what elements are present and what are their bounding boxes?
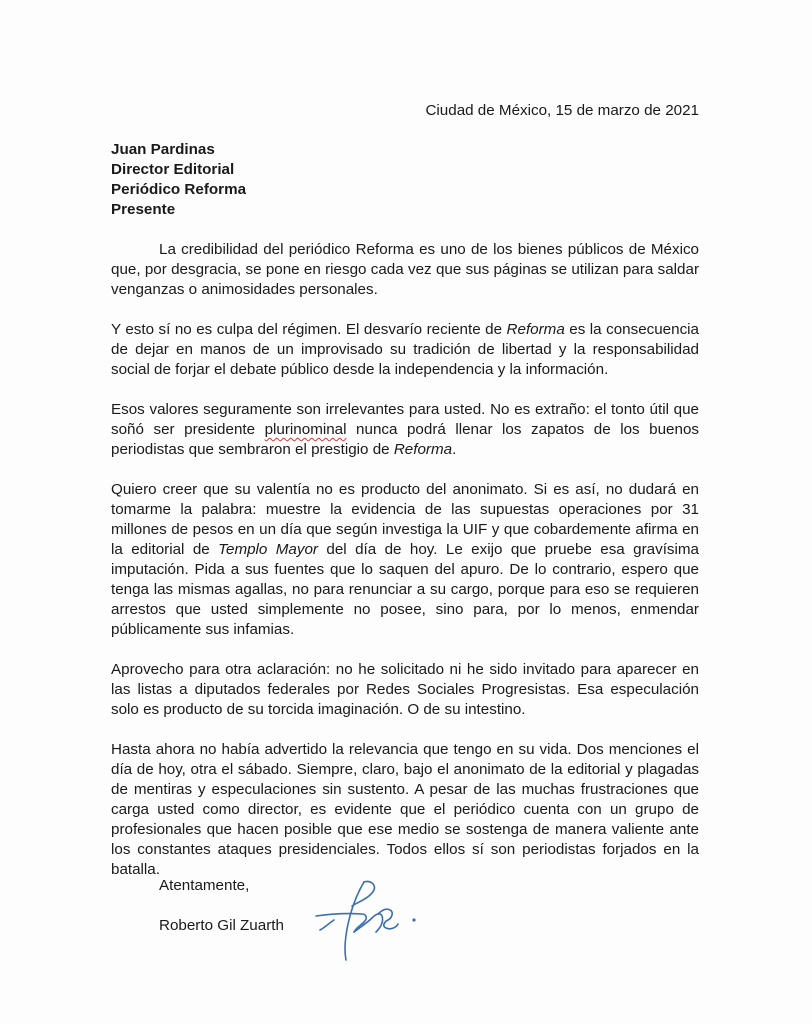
paragraph-2-italic-reforma: Reforma <box>506 321 565 338</box>
closing-text: Atentamente, <box>159 877 250 894</box>
paragraph-3-text-a: Esos valores seguramente son irrelevantes para usted. No es extraño: el tonto útil que soñó ser presidente <box>111 401 699 438</box>
paragraph-4-text-a: Quiero creer que su valentía no es producto del anonimato. Si es así, no dudará en tomarme la palabra: muestre la evidencia de las supuestas operaciones por 31 millones de pesos en un día que según investiga la UIF y que cobardemente afirma en la editorial de <box>111 481 699 558</box>
letter-body <box>111 240 699 900</box>
paragraph-2-text-a: Y esto sí no es culpa del régimen. El desvarío reciente de <box>111 321 507 338</box>
paragraph-4-text-c: del día de hoy. Le exijo que pruebe esa gravísima imputación. Pida a sus fuentes que lo saquen del apuro. De lo contrario, espero que tenga las mismas agallas, no para renunciar a su cargo, porque para eso se requieren arrestos que usted simplemente no posee, sino para, por lo menos, enmendar públicamente sus infamias. <box>111 541 699 638</box>
paragraph-3-text-c: nunca podrá llenar los zapatos de los buenos periodistas que sembraron el prestigio de <box>111 421 699 458</box>
recipient-block <box>111 140 246 220</box>
paragraph-4 <box>111 480 699 640</box>
paragraph-6: Hasta ahora no había advertido la relevancia que tengo en su vida. Dos menciones el día de hoy, otra el sábado. Siempre, claro, bajo el anonimato de la editorial y plagadas de mentiras y especulaciones sin sustento. A pesar de las muchas frustraciones que carga usted como director, es evidente que el periódico cuenta con un grupo de profesionales que hacen posible que ese medio se sostenga de manera valiente ante los constantes ataques presidenciales. Todos ellos sí son periodistas forjados en la batalla. <box>111 741 699 878</box>
paragraph-3-text-e: . <box>452 441 457 458</box>
spellcheck-word-plurinominal: plurinominal <box>264 421 347 438</box>
letter-date: Ciudad de México, 15 de marzo de 2021 <box>425 102 699 119</box>
paragraph-2-text-c: es la consecuencia de dejar en manos de un improvisado su tradición de libertad y la responsabilidad social de forjar el debate público desde la independencia y la información. <box>111 321 699 378</box>
paragraph-1: La credibilidad del periódico Reforma es uno de los bienes públicos de México que, por desgracia, se pone en riesgo cada vez que sus páginas se utilizan para saldar venganzas o animosidades personales. <box>111 241 699 298</box>
paragraph-3 <box>111 400 699 460</box>
recipient-name: Juan Pardinas <box>111 141 215 158</box>
paragraph-4-italic-templo-mayor: Templo Mayor <box>218 541 318 558</box>
paragraph-2 <box>111 320 699 380</box>
paragraph-3-italic-reforma: Reforma <box>393 441 453 458</box>
recipient-organization: Periódico Reforma <box>111 181 247 198</box>
handwritten-signature <box>306 876 422 964</box>
paragraph-5: Aprovecho para otra aclaración: no he solicitado ni he sido invitado para aparecer en las listas a diputados federales por Redes Sociales Progresistas. Esa especulación solo es producto de su torcida imaginación. O de su intestino. <box>111 661 699 718</box>
recipient-salutation: Presente <box>111 201 176 218</box>
signer-name: Roberto Gil Zuarth <box>159 917 284 934</box>
recipient-title: Director Editorial <box>111 161 235 178</box>
